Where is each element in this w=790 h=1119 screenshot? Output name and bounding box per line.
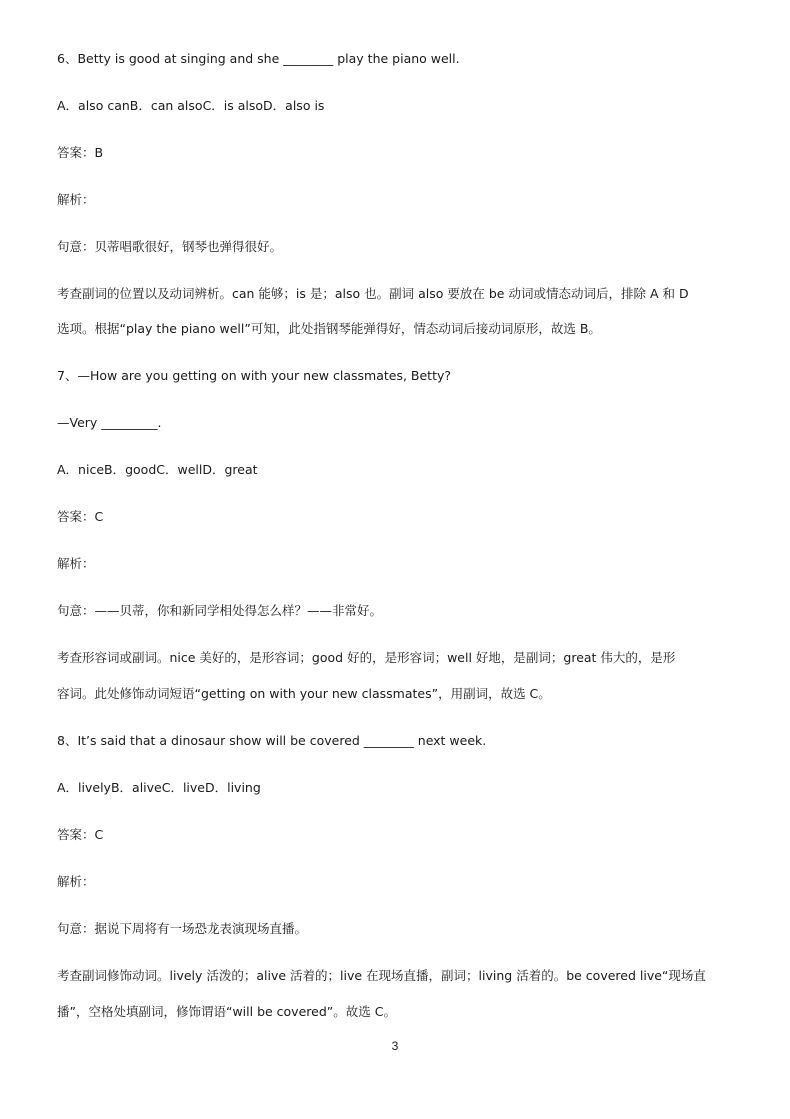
question-6-meaning: 句意：贝蒂唱歌很好，钢琴也弹得很好。 xyxy=(57,239,283,254)
question-6-stem: 6、Betty is good at singing and she ________ play the piano well. xyxy=(57,51,460,66)
question-7-analysis-label: 解析： xyxy=(57,556,95,571)
question-8-meaning: 句意：据说下周将有一场恐龙表演现场直播。 xyxy=(57,921,308,936)
question-6-options: A．also canB．can alsoC．is alsoD．also is xyxy=(57,98,325,113)
question-8-explanation-line-2: 播”，空格处填副词，修饰谓语“will be covered”。故选 C。 xyxy=(57,1004,396,1019)
question-7-explanation-line-1: 考查形容词或副词。nice 美好的，是形容词；good 好的，是形容词；well 好地，是副词；great 伟大的，是形 xyxy=(57,650,676,665)
question-8-explanation-line-1: 考查副词修饰动词。lively 活泼的；alive 活着的；live 在现场直播，副词；living 活着的。be covered live“现场直 xyxy=(57,968,706,983)
question-8-analysis-label: 解析： xyxy=(57,874,95,889)
question-8-answer: 答案：C xyxy=(57,827,104,842)
question-7-explanation-line-2: 容词。此处修饰动词短语“getting on with your new classmates”，用副词，故选 C。 xyxy=(57,686,551,701)
question-6-explanation-line-2: 选项。根据“play the piano well”可知，此处指钢琴能弹得好，情态动词后接动词原形，故选 B。 xyxy=(57,321,601,336)
question-8-options: A．livelyB．aliveC．liveD．living xyxy=(57,780,261,795)
question-6-explanation-line-1: 考查副词的位置以及动词辨析。can 能够；is 是；also 也。副词 also 要放在 be 动词或情态动词后，排除 A 和 D xyxy=(57,286,689,301)
question-7-options: A．niceB．goodC．wellD．great xyxy=(57,462,258,477)
question-7-answer: 答案：C xyxy=(57,509,104,524)
question-7-stem-line-2: —Very _________. xyxy=(57,415,162,430)
question-7-meaning: 句意：——贝蒂，你和新同学相处得怎么样？——非常好。 xyxy=(57,603,383,618)
question-8-stem: 8、It’s said that a dinosaur show will be covered ________ next week. xyxy=(57,733,487,748)
question-6-answer: 答案：B xyxy=(57,145,104,160)
question-6-analysis-label: 解析： xyxy=(57,192,95,207)
page-number: 3 xyxy=(391,1039,399,1053)
question-7-stem: 7、—How are you getting on with your new classmates, Betty? xyxy=(57,368,452,383)
